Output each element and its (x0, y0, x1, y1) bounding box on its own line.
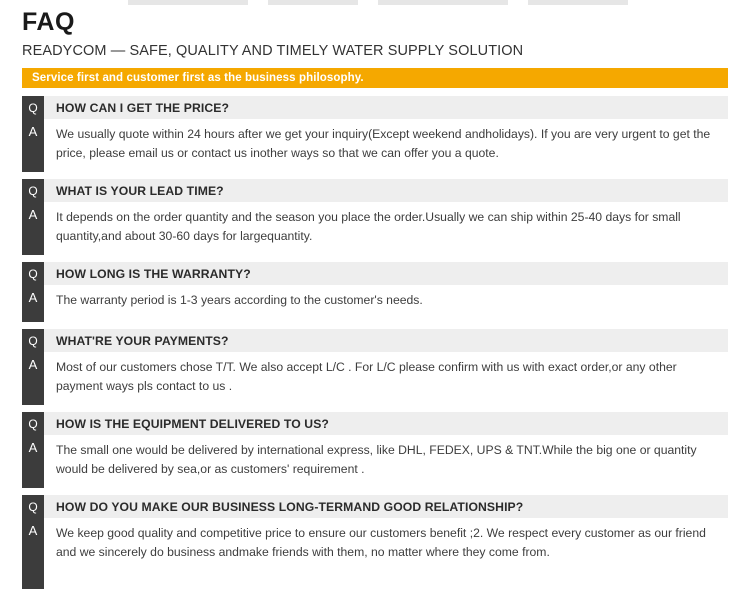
faq-question-text: WHAT'RE YOUR PAYMENTS? (56, 333, 229, 348)
faq-answer-row (22, 435, 728, 488)
faq-question-row (22, 329, 728, 352)
faq-list (22, 96, 728, 589)
question-badge: Q (22, 412, 44, 435)
strip-segment-3 (378, 0, 508, 5)
faq-answer-row (22, 518, 728, 589)
strip-segment-2 (268, 0, 358, 5)
faq-answer-text: We usually quote within 24 hours after we get your inquiry(Except weekend andholidays). If you are very urgent to get the price, please email us or contact us inother ways so that we can offer you a quote. (56, 127, 711, 160)
strip-segment-1 (128, 0, 248, 5)
answer-badge: A (22, 285, 44, 322)
faq-answer-row (22, 352, 728, 405)
philosophy-banner: Service first and customer first as the business philosophy. (22, 68, 728, 88)
answer-badge: A (22, 518, 44, 589)
faq-question-text: HOW CAN I GET THE PRICE? (56, 100, 230, 115)
faq-question-row (22, 412, 728, 435)
faq-question-row (22, 262, 728, 285)
question-badge: Q (22, 179, 44, 202)
answer-badge: A (22, 352, 44, 405)
faq-answer-row (22, 285, 728, 322)
top-decorative-strip (0, 0, 750, 5)
faq-answer-text: We keep good quality and competitive price to ensure our customers benefit ;2. We respect every customer as our friend and we sincerely do business andmake friends with them, no matter where they come from. (56, 526, 706, 559)
faq-question-text: HOW LONG IS THE WARRANTY? (56, 266, 251, 281)
faq-answer-text: It depends on the order quantity and the season you place the order.Usually we can ship within 25-40 days for small quantity,and about 30-60 days for largequantity. (56, 210, 681, 243)
faq-answer-row (22, 202, 728, 255)
faq-question-row (22, 96, 728, 119)
faq-question-text: HOW IS THE EQUIPMENT DELIVERED TO US? (56, 416, 329, 431)
faq-answer-text: The warranty period is 1-3 years according to the customer's needs. (56, 293, 423, 307)
faq-answer-row (22, 119, 728, 172)
question-badge: Q (22, 329, 44, 352)
answer-badge: A (22, 202, 44, 255)
question-badge: Q (22, 262, 44, 285)
strip-segment-4 (528, 0, 628, 5)
faq-question-text: HOW DO YOU MAKE OUR BUSINESS LONG-TERMAND GOOD RELATIONSHIP? (56, 499, 524, 514)
question-badge: Q (22, 96, 44, 119)
answer-badge: A (22, 435, 44, 488)
page-title: FAQ (22, 8, 75, 36)
faq-question-row (22, 179, 728, 202)
faq-answer-text: Most of our customers chose T/T. We also accept L/C . For L/C please confirm with us with exact order,or any other payment ways pls contact to us . (56, 360, 677, 393)
faq-question-row (22, 495, 728, 518)
question-badge: Q (22, 495, 44, 518)
page-subtitle: READYCOM — SAFE, QUALITY AND TIMELY WATER SUPPLY SOLUTION (22, 43, 524, 59)
answer-badge: A (22, 119, 44, 172)
faq-question-text: WHAT IS YOUR LEAD TIME? (56, 183, 224, 198)
faq-answer-text: The small one would be delivered by international express, like DHL, FEDEX, UPS & TNT.While the big one or quantity would be delivered by sea,or as customers' requirement . (56, 443, 697, 476)
